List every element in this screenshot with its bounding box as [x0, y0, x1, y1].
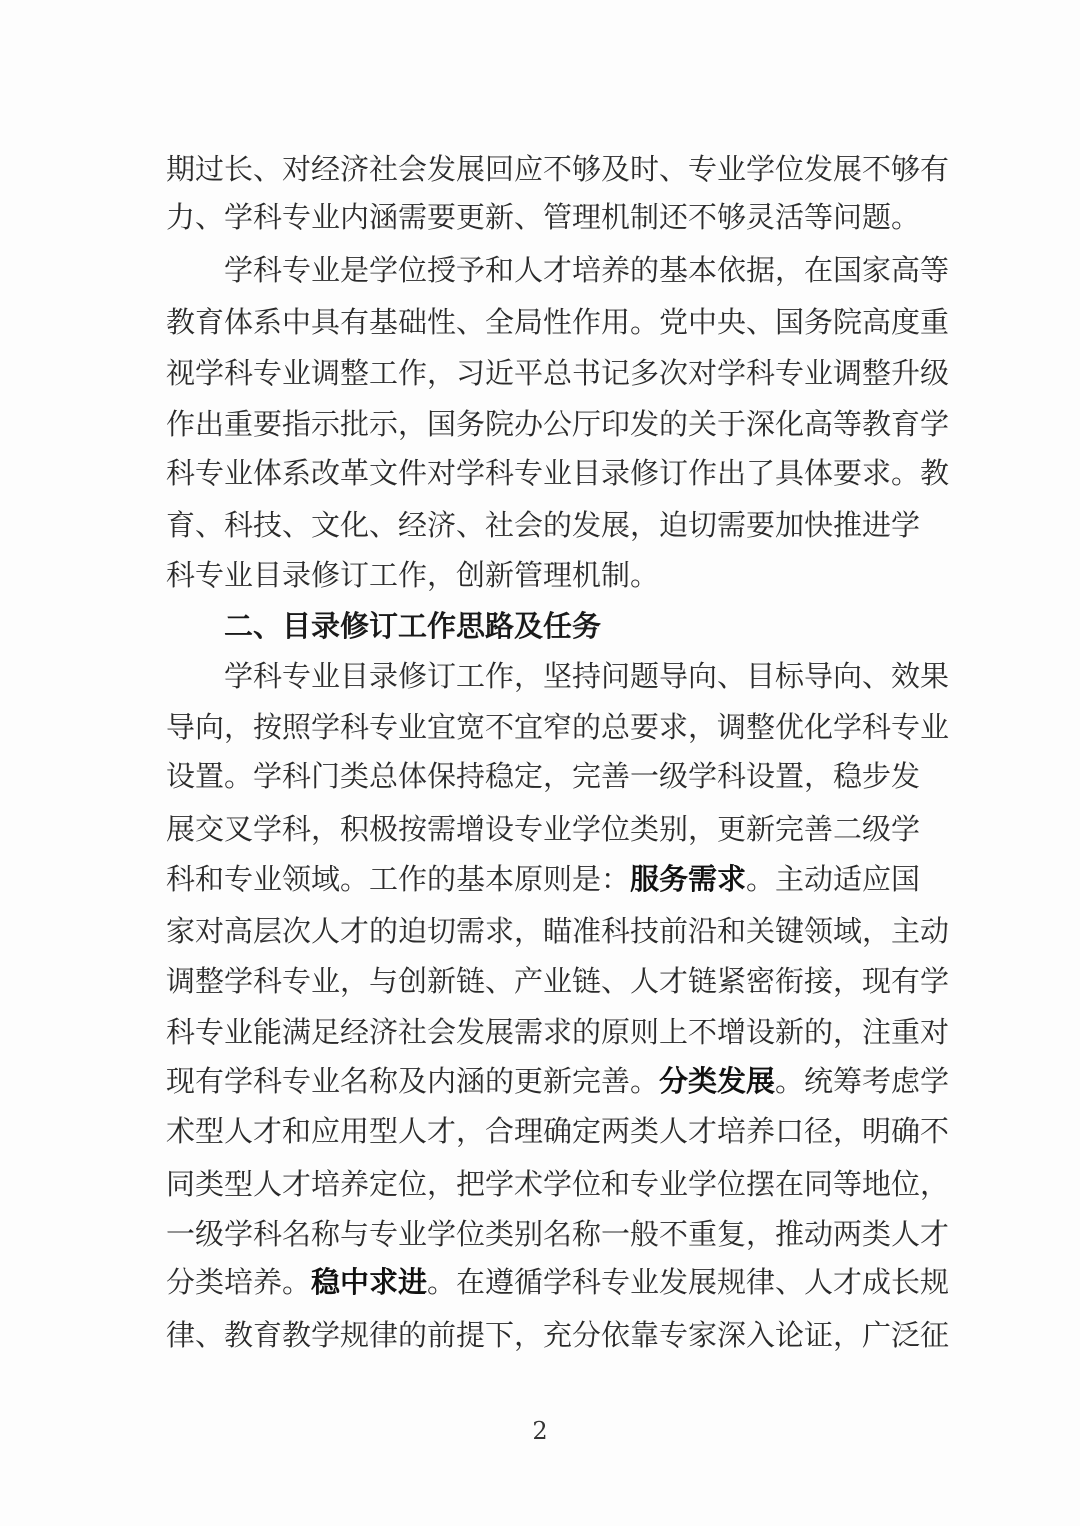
paragraph-start-line: 学科专业是学位授予和人才培养的基本依据，在国家高等	[224, 253, 950, 287]
section-heading: 二、目录修订工作思路及任务	[224, 609, 602, 643]
body-line-with-principle	[166, 857, 921, 901]
body-line: 教育体系中具有基础性、全局性作用。党中央、国务院高度重	[166, 305, 950, 339]
body-line: 视学科专业调整工作，习近平总书记多次对学科专业调整升级	[166, 356, 950, 390]
body-line: 力、学科专业内涵需要更新、管理机制还不够灵活等问题。	[166, 200, 921, 234]
body-line: 导向，按照学科专业宜宽不宜窄的总要求，调整优化学科专业	[166, 710, 950, 744]
line-text: 。统筹考虑学	[775, 1064, 950, 1098]
paragraph-start-line: 学科专业目录修订工作，坚持问题导向、目标导向、效果	[224, 659, 950, 693]
body-line: 科专业能满足经济社会发展需求的原则上不增设新的，注重对	[166, 1015, 950, 1049]
principle-classified-development: 分类发展	[659, 1064, 776, 1098]
body-line: 科专业目录修订工作，创新管理机制。	[166, 558, 660, 592]
body-line: 一级学科名称与专业学位类别名称一般不重复，推动两类人才	[166, 1217, 950, 1251]
body-line: 科专业体系改革文件对学科专业目录修订作出了具体要求。教	[166, 456, 950, 490]
line-text: 分类培养。	[166, 1265, 312, 1299]
principle-steady-progress: 稳中求进	[311, 1265, 428, 1299]
page-number: 2	[532, 1417, 548, 1445]
line-text: 。主动适应国	[746, 862, 921, 896]
line-text: 科和专业领域。工作的基本原则是：	[166, 862, 631, 896]
body-line: 术型人才和应用型人才，合理确定两类人才培养口径，明确不	[166, 1114, 950, 1148]
body-line: 家对高层次人才的迫切需求，瞄准科技前沿和关键领域，主动	[166, 914, 950, 948]
body-line: 展交叉学科，积极按需增设专业学位类别，更新完善二级学	[166, 812, 921, 846]
body-line: 设置。学科门类总体保持稳定，完善一级学科设置，稳步发	[166, 759, 921, 793]
body-line: 调整学科专业，与创新链、产业链、人才链紧密衔接，现有学	[166, 964, 950, 998]
body-line: 育、科技、文化、经济、社会的发展，迫切需要加快推进学	[166, 508, 921, 542]
body-line: 律、教育教学规律的前提下，充分依靠专家深入论证，广泛征	[166, 1318, 950, 1352]
body-line: 作出重要指示批示，国务院办公厅印发的关于深化高等教育学	[166, 407, 950, 441]
body-line-with-principle	[166, 1260, 950, 1304]
body-line: 同类型人才培养定位，把学术学位和专业学位摆在同等地位，	[166, 1167, 950, 1201]
line-text: 。在遵循学科专业发展规律、人才成长规	[427, 1265, 950, 1299]
body-line: 期过长、对经济社会发展回应不够及时、专业学位发展不够有	[166, 152, 950, 186]
line-text: 现有学科专业名称及内涵的更新完善。	[166, 1064, 660, 1098]
principle-service-demand: 服务需求	[630, 862, 747, 896]
body-line-with-principle	[166, 1059, 950, 1103]
